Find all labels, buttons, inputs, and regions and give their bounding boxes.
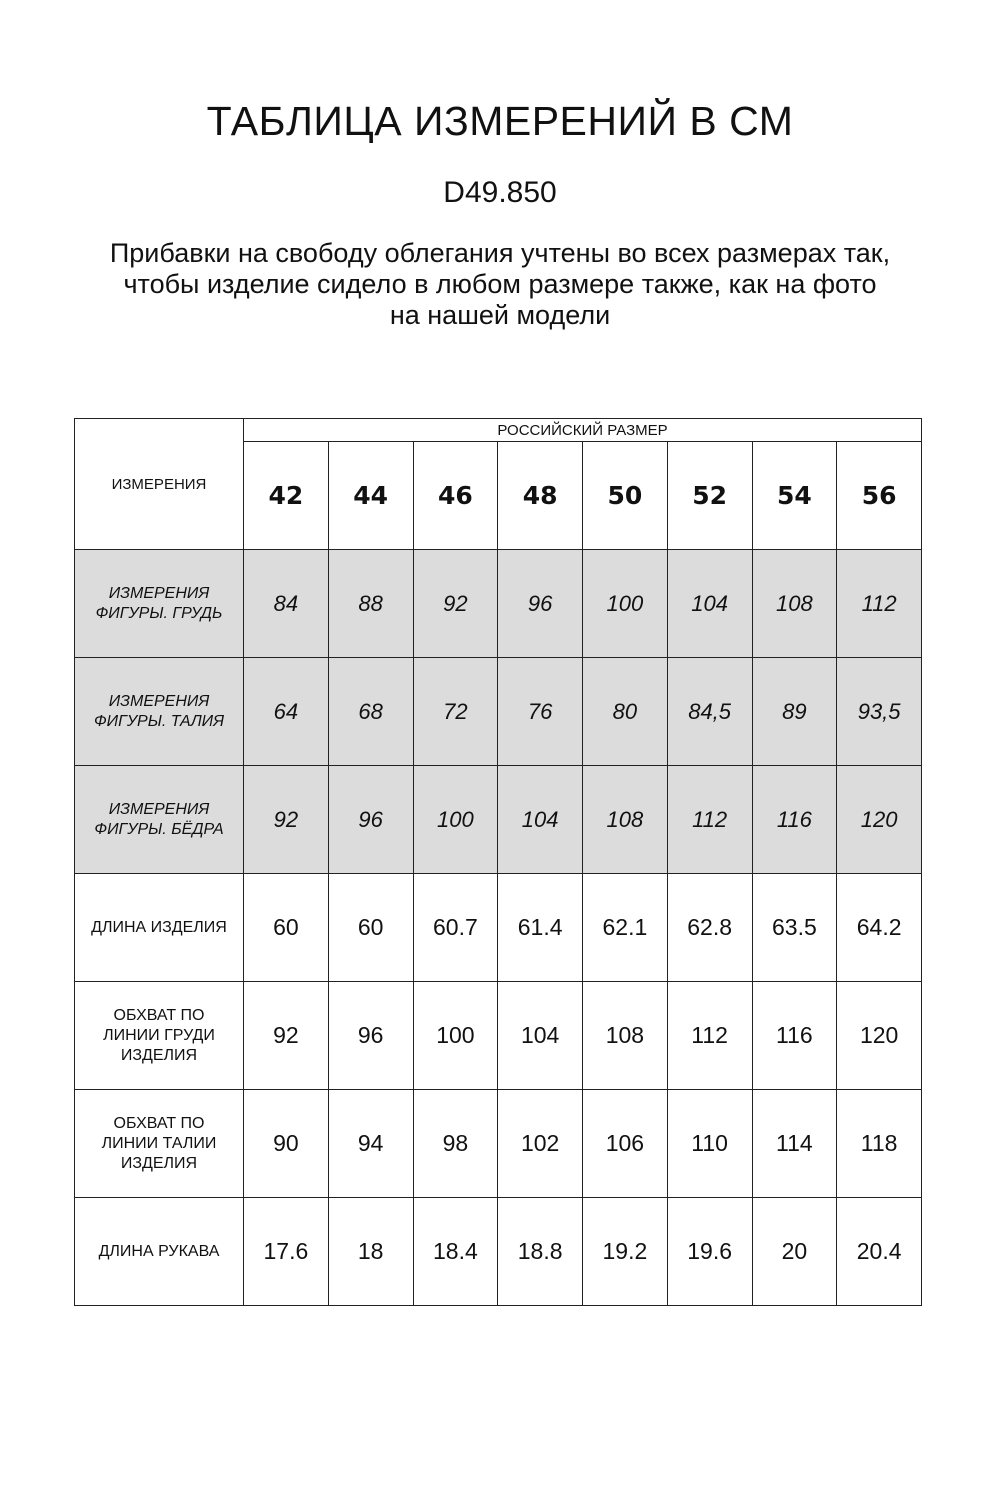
table-cell: 60.7 [413, 874, 498, 982]
table-row [75, 550, 922, 658]
row-label-text: ИЗМЕРЕНИЯ ФИГУРЫ. ТАЛИЯ [93, 692, 225, 730]
table-cell: 96 [328, 982, 413, 1090]
size-table-body [75, 419, 922, 1306]
table-cell: 20 [752, 1198, 837, 1306]
table-cell: 62.1 [583, 874, 668, 982]
table-cell: 102 [498, 1090, 583, 1198]
table-cell: 118 [837, 1090, 922, 1198]
table-cell: 62.8 [667, 874, 752, 982]
table-cell: 76 [498, 658, 583, 766]
table-cell: 92 [413, 550, 498, 658]
table-row [75, 982, 922, 1090]
row-label [75, 550, 244, 658]
table-row [75, 874, 922, 982]
table-cell: 98 [413, 1090, 498, 1198]
table-row [75, 1198, 922, 1306]
table-cell: 112 [667, 982, 752, 1090]
table-cell: 90 [244, 1090, 329, 1198]
table-cell: 110 [667, 1090, 752, 1198]
size-header-cell: 42 [244, 442, 329, 550]
row-label [75, 874, 244, 982]
table-cell: 120 [837, 982, 922, 1090]
product-code: D49.850 [443, 176, 557, 209]
table-row [75, 1090, 922, 1198]
table-cell: 88 [328, 550, 413, 658]
table-cell: 93,5 [837, 658, 922, 766]
table-cell: 92 [244, 766, 329, 874]
size-header-cell: 44 [328, 442, 413, 550]
fit-note [60, 238, 940, 331]
table-cell: 94 [328, 1090, 413, 1198]
size-header-cell: 52 [667, 442, 752, 550]
row-label [75, 1090, 244, 1198]
table-cell: 114 [752, 1090, 837, 1198]
fit-note-line: на нашей модели [389, 300, 611, 330]
table-cell: 68 [328, 658, 413, 766]
table-cell: 20.4 [837, 1198, 922, 1306]
table-cell: 108 [583, 982, 668, 1090]
table-cell: 19.2 [583, 1198, 668, 1306]
row-label-text: ИЗМЕРЕНИЯ ФИГУРЫ. ГРУДЬ [95, 584, 223, 622]
row-label [75, 1198, 244, 1306]
table-cell: 84 [244, 550, 329, 658]
table-cell: 64.2 [837, 874, 922, 982]
table-cell: 18.4 [413, 1198, 498, 1306]
table-cell: 120 [837, 766, 922, 874]
table-cell: 106 [583, 1090, 668, 1198]
table-cell: 104 [667, 550, 752, 658]
row-label [75, 766, 244, 874]
table-row [75, 766, 922, 874]
row-label [75, 658, 244, 766]
table-cell: 18.8 [498, 1198, 583, 1306]
row-label-text: ДЛИНА РУКАВА [98, 1242, 220, 1260]
table-cell: 116 [752, 982, 837, 1090]
table-cell: 108 [752, 550, 837, 658]
table-cell: 92 [244, 982, 329, 1090]
russian-size-header: РОССИЙСКИЙ РАЗМЕР [244, 419, 922, 442]
row-label-text: ОБХВАТ ПО ЛИНИИ ГРУДИ ИЗДЕЛИЯ [103, 1006, 215, 1064]
row-label-text: ДЛИНА ИЗДЕЛИЯ [91, 918, 227, 936]
table-cell: 100 [413, 766, 498, 874]
table-cell: 96 [498, 550, 583, 658]
table-cell: 89 [752, 658, 837, 766]
table-cell: 84,5 [667, 658, 752, 766]
row-label [75, 982, 244, 1090]
size-header-cell: 46 [413, 442, 498, 550]
table-cell: 72 [413, 658, 498, 766]
table-cell: 100 [413, 982, 498, 1090]
table-cell: 64 [244, 658, 329, 766]
table-cell: 100 [583, 550, 668, 658]
size-table [74, 418, 922, 1306]
table-cell: 19.6 [667, 1198, 752, 1306]
table-row [75, 658, 922, 766]
fit-note-line: Прибавки на свободу облегания учтены во всех размерах так, [109, 238, 891, 268]
size-header-cell: 56 [837, 442, 922, 550]
row-label-text: ОБХВАТ ПО ЛИНИИ ТАЛИИ ИЗДЕЛИЯ [101, 1114, 217, 1172]
table-cell: 104 [498, 982, 583, 1090]
table-cell: 80 [583, 658, 668, 766]
table-cell: 60 [328, 874, 413, 982]
table-cell: 60 [244, 874, 329, 982]
table-cell: 18 [328, 1198, 413, 1306]
table-cell: 108 [583, 766, 668, 874]
table-cell: 116 [752, 766, 837, 874]
table-cell: 112 [837, 550, 922, 658]
table-cell: 112 [667, 766, 752, 874]
size-header-cell: 54 [752, 442, 837, 550]
table-cell: 63.5 [752, 874, 837, 982]
page-title: ТАБЛИЦА ИЗМЕРЕНИЙ В СМ [206, 98, 794, 144]
table-cell: 104 [498, 766, 583, 874]
row-label-text: ИЗМЕРЕНИЯ ФИГУРЫ. БЁДРА [94, 800, 224, 838]
size-header-cell: 48 [498, 442, 583, 550]
table-cell: 96 [328, 766, 413, 874]
size-header-cell: 50 [583, 442, 668, 550]
table-cell: 61.4 [498, 874, 583, 982]
table-cell: 17.6 [244, 1198, 329, 1306]
fit-note-line: чтобы изделие сидело в любом размере также, как на фото [123, 269, 877, 299]
measurements-header: ИЗМЕРЕНИЯ [75, 419, 244, 550]
